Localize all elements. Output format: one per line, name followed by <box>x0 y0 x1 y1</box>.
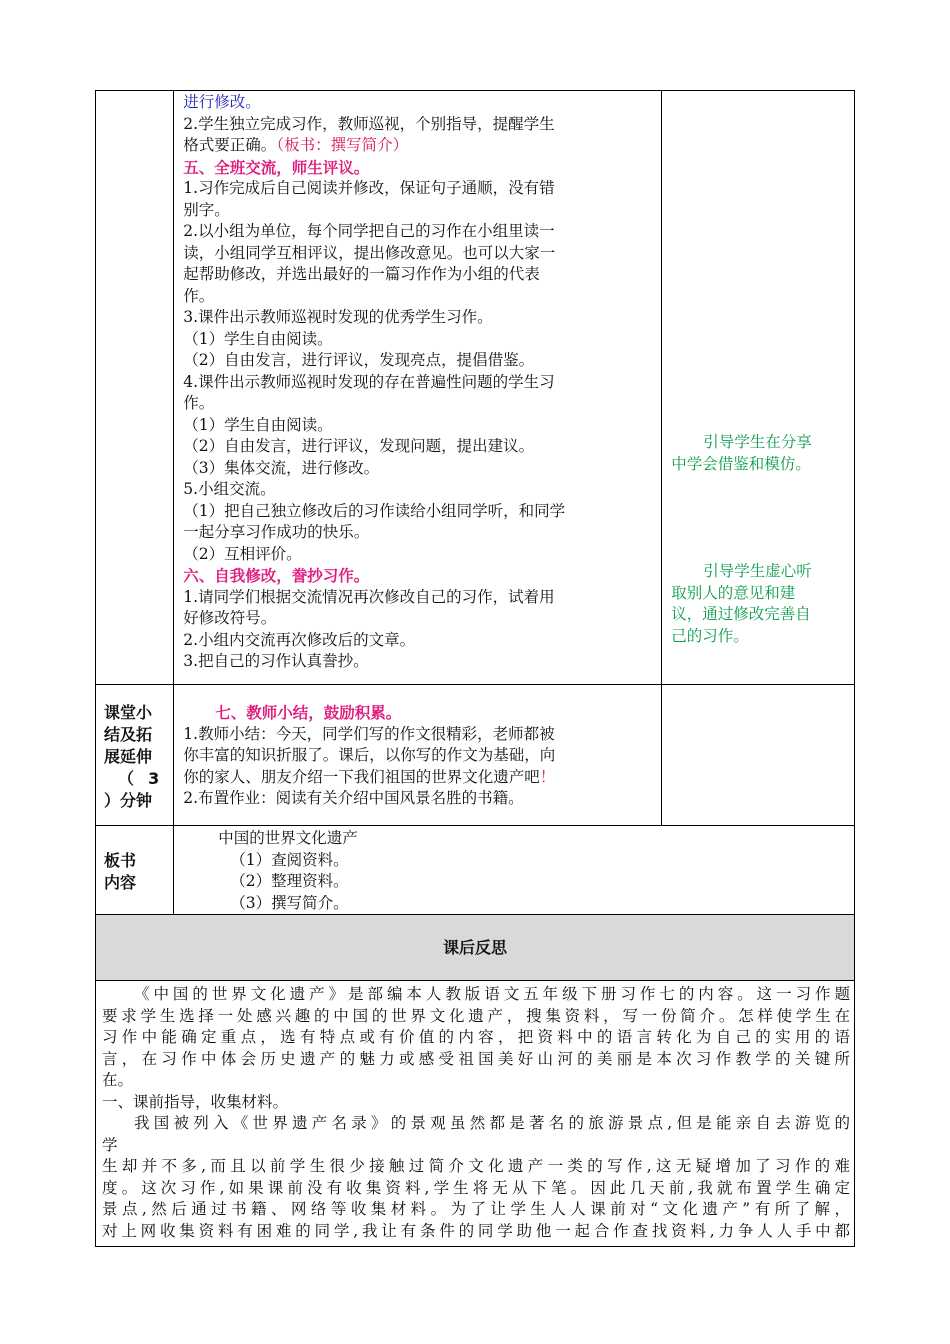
section-heading-6: 六、自我修改，誊抄习作。 <box>183 566 370 585</box>
activity-line: （1）学生自由阅读。 <box>183 415 333 434</box>
activity-content-cell <box>174 91 662 685</box>
activity-line: 格式要正确。（板书：撰写简介） <box>183 136 409 154</box>
activity-line: （2）自由发言，进行评议，发现亮点，提倡借鉴。 <box>183 351 535 369</box>
activity-line: 5.小组交流。 <box>183 480 276 498</box>
reflection-line: 一、课前指导，收集材料。 <box>102 1092 289 1111</box>
activity-line: 一起分享习作成功的快乐。 <box>183 523 370 541</box>
reflection-line: 对上网收集资料有困难的同学,我让有条件的同学助他一起合作查找资料,力争人人手中都 <box>102 1221 850 1240</box>
summary-row <box>96 685 855 826</box>
reflection-line: 要求学生选择一处感兴趣的中国的世界文化遗产，搜集资料，写一份简介。怎样使学生在 <box>102 1006 850 1025</box>
section-heading-5: 五、全班交流，师生评议。 <box>183 157 370 177</box>
activity-line: （2）自由发言，进行评议，发现问题，提出建议。 <box>183 437 535 455</box>
activity-line: （2）互相评价。 <box>183 544 302 563</box>
design-intent-cell <box>662 91 855 685</box>
board-item: （3）撰写简介。 <box>230 893 349 912</box>
activity-line: 4.课件出示教师巡视时发现的存在普遍性问题的学生习 <box>183 372 555 391</box>
activity-label-cell <box>96 91 174 685</box>
summary-label: 展延伸 <box>104 747 153 766</box>
summary-line: 你的家人、朋友介绍一下我们祖国的世界文化遗产吧！ <box>183 767 556 786</box>
design-note: 取别人的意见和建 <box>671 583 796 602</box>
activity-line: （3）集体交流，进行修改。 <box>183 458 380 477</box>
board-row <box>96 826 855 915</box>
activity-line: 好修改符号。 <box>183 609 277 627</box>
summary-label: ）分钟 <box>104 791 153 810</box>
reflection-line: 我国被列入《世界遗产名录》的景观虽然都是著名的旅游景点,但是能亲自去游览的 <box>134 1114 850 1132</box>
board-item: （1）查阅资料。 <box>230 850 349 869</box>
reflection-line: 景点,然后通过书籍、网络等收集材料。为了让学生人人课前对“文化遗产”有所了解， <box>102 1200 850 1218</box>
lesson-plan-table <box>95 90 855 1247</box>
summary-label: （ 3 <box>118 769 160 788</box>
activity-row <box>96 91 855 685</box>
activity-line: 读，小组同学互相评议，提出修改意见。也可以大家一 <box>183 243 556 262</box>
reflection-title: 课后反思 <box>442 937 507 957</box>
activity-line: 别字。 <box>183 200 230 219</box>
activity-line: （1）学生自由阅读。 <box>183 329 333 348</box>
activity-line: （1）把自己独立修改后的习作读给小组同学听，和同学 <box>183 501 566 520</box>
board-item: （2）整理资料。 <box>230 872 349 890</box>
design-note: 己的习作。 <box>671 626 749 645</box>
summary-line: 1.教师小结：今天，同学们写的作文很精彩，老师都被 <box>183 724 555 743</box>
reflection-header-row <box>96 915 855 981</box>
board-content-cell <box>174 826 855 915</box>
reflection-line: 言，在习作中体会历史遗产的魅力或感受祖国美好山河的美丽是本次习作教学的关键所 <box>102 1049 850 1068</box>
activity-line: 3.把自己的习作认真誊抄。 <box>183 652 369 670</box>
reflection-line: 度。这次习作,如果课前没有收集资料,学生将无从下笔。因此几天前,我就布置学生确定 <box>102 1178 850 1197</box>
activity-line: 3.课件出示教师巡视时发现的优秀学生习作。 <box>183 308 493 326</box>
summary-line: 2.布置作业：阅读有关介绍中国风景名胜的书籍。 <box>183 789 524 807</box>
reflection-body-row <box>96 981 855 1247</box>
reflection-body-cell <box>96 981 855 1247</box>
board-label: 内容 <box>104 873 137 892</box>
activity-line: 2.以小组为单位，每个同学把自己的习作在小组里读一 <box>183 222 555 240</box>
section-heading-7: 七、教师小结，鼓励积累。 <box>215 703 402 722</box>
board-title: 中国的世界文化遗产 <box>218 829 358 847</box>
activity-line: 2.小组内交流再次修改后的文章。 <box>183 630 416 649</box>
reflection-header-cell <box>96 915 855 981</box>
reflection-line: 《中国的世界文化遗产》是部编本人教版语文五年级下册习作七的内容。这一习作题 <box>134 985 850 1003</box>
activity-line: 作。 <box>183 286 215 305</box>
summary-label: 结及拓 <box>104 725 153 744</box>
summary-note-cell <box>662 685 855 826</box>
summary-line: 你丰富的知识折服了。课后，以你写的作文为基础，向 <box>183 746 556 764</box>
activity-line: 起帮助修改，并选出最好的一篇习作作为小组的代表 <box>183 265 540 283</box>
design-note: 中学会借鉴和模仿。 <box>671 454 811 473</box>
design-note: 引导学生在分享 <box>703 433 812 451</box>
reflection-line: 在。 <box>102 1071 134 1089</box>
activity-line: 1.请同学们根据交流情况再次修改自己的习作，试着用 <box>183 587 555 606</box>
reflection-line: 习作中能确定重点，选有特点或有价值的内容，把资料中的语言转化为自己的实用的语 <box>102 1028 850 1046</box>
reflection-line: 生却并不多,而且以前学生很少接触过简介文化遗产一类的写作,这无疑增加了习作的难 <box>102 1157 850 1175</box>
design-note: 议，通过修改完善自 <box>671 605 811 623</box>
activity-line: 作。 <box>183 394 215 412</box>
board-label-cell <box>96 826 174 915</box>
summary-label: 课堂小 <box>104 703 153 722</box>
reflection-line: 学 <box>102 1135 118 1154</box>
activity-line: 进行修改。 <box>183 93 261 111</box>
activity-line: 1.习作完成后自己阅读并修改，保证句子通顺，没有错 <box>183 179 555 197</box>
activity-line: 2.学生独立完成习作，教师巡视，个别指导，提醒学生 <box>183 114 555 133</box>
design-note: 引导学生虚心听 <box>703 562 812 580</box>
summary-label-cell <box>96 685 174 826</box>
summary-content-cell <box>174 685 662 826</box>
board-label: 板书 <box>104 851 137 870</box>
board-note: （板书：撰写简介） <box>276 136 409 154</box>
